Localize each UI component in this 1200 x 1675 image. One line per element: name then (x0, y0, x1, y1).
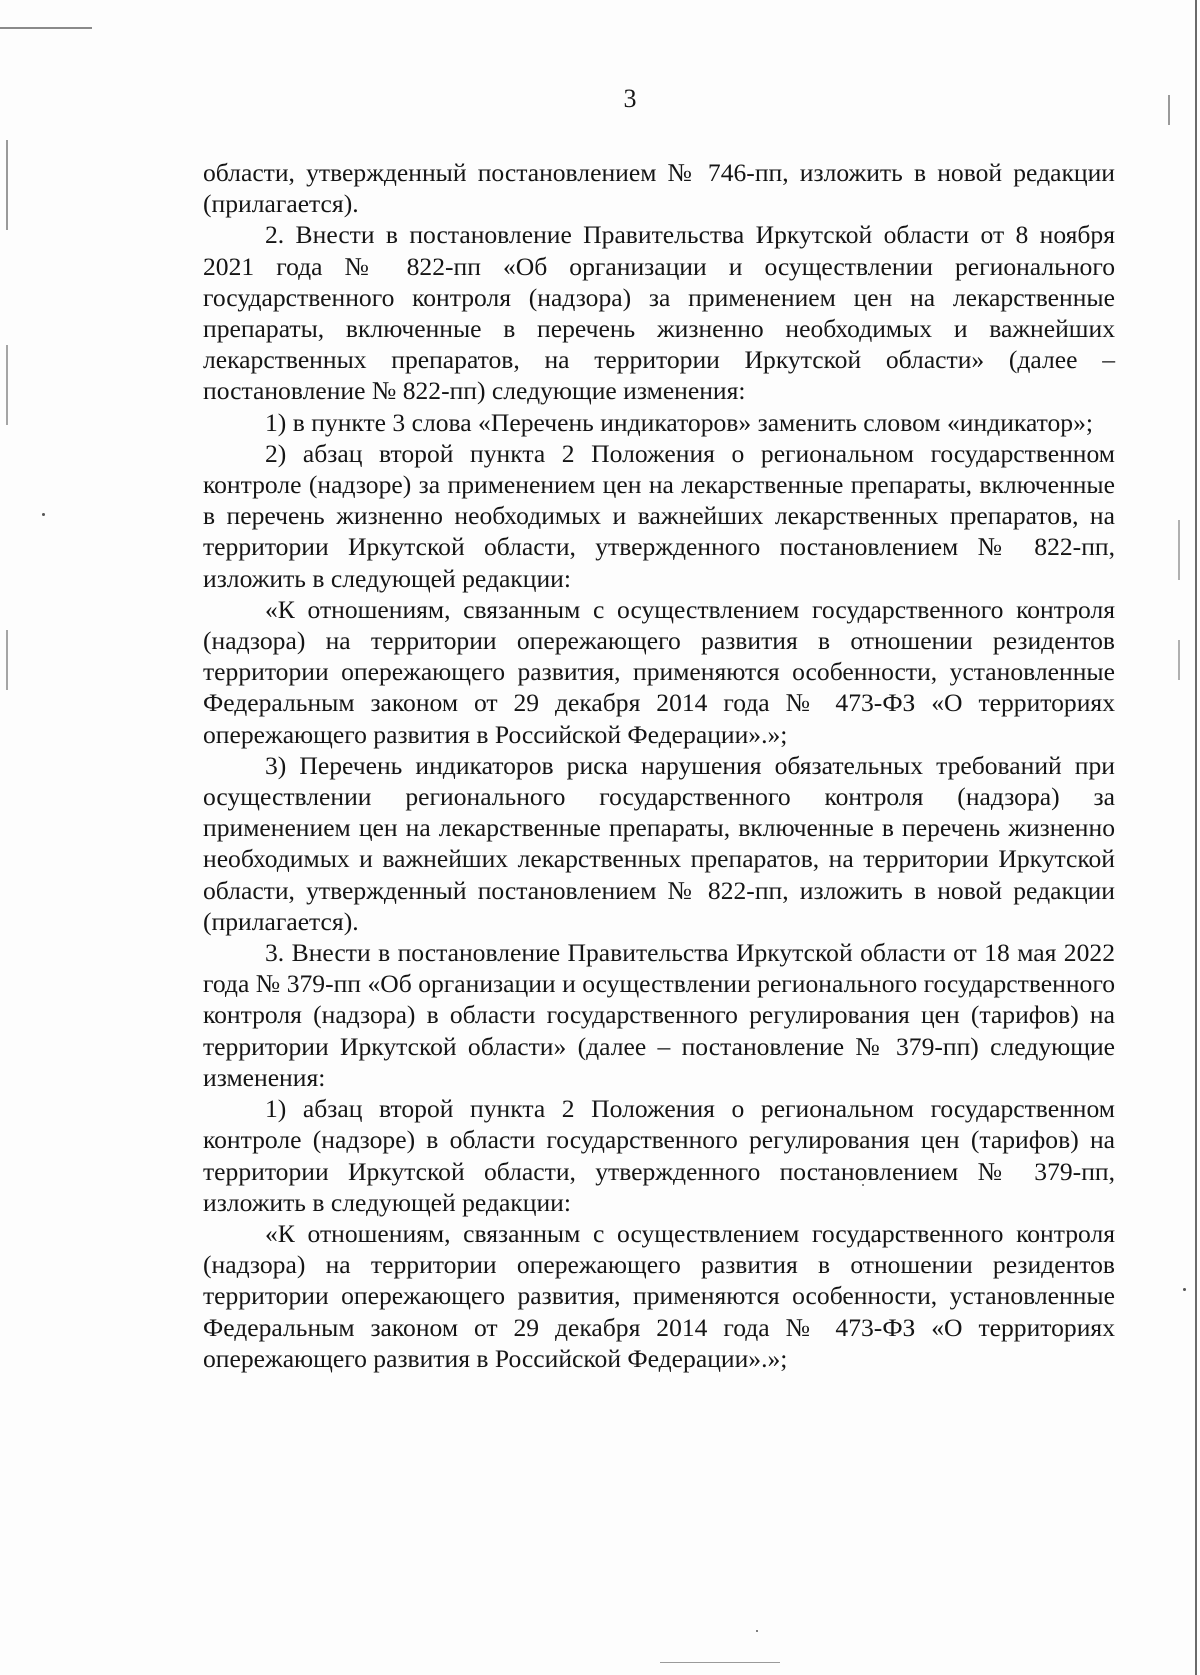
scan-artifact-bottom-line (660, 1662, 780, 1663)
paragraph-subitem-3-1: 1) абзац второй пункта 2 Положения о региональном государственном контроле (надзоре) в области государственного регулирования цен (тарифов) на территории Иркутской области, утвержденного постановлением № 379-пп, изложить в следующей редакции: (203, 1094, 1115, 1217)
paragraph-item-2: 2. Внести в постановление Правительства Иркутской области от 8 ноября 2021 года № 822-пп «Об организации и осуществлении регионального государственного контроля (надзора) за применением цен на лекарственные препараты, включенные в перечень жизненно необходимых и важнейших лекарственных препаратов, на территории Иркутской области» (далее – постановление № 822-пп) следующие изменения: (203, 220, 1115, 406)
scan-artifact-left-margin-mark (6, 345, 8, 425)
scan-artifact-left-margin-mark (6, 630, 8, 690)
scan-artifact-speck (1183, 1288, 1186, 1291)
scan-artifact-top-left-line (0, 27, 92, 29)
scan-artifact-right-edge-line (1195, 0, 1197, 1675)
paragraph-subitem-2-1: 1) в пункте 3 слова «Перечень индикаторов» заменить словом «индикатор»; (265, 407, 1094, 437)
scan-artifact-right-margin-mark (1178, 520, 1180, 580)
paragraph-continuation: области, утвержденный постановлением № 746-пп, изложить в новой редакции (прилагается). (203, 158, 1115, 219)
scan-artifact-speck (42, 513, 45, 516)
paragraph-item-3: 3. Внести в постановление Правительства Иркутской области от 18 мая 2022 года № 379-пп «Об организации и осуществлении регионального государственного контроля (надзора) в области государственного регулирования цен (тарифов) на территории Иркутской области» (далее – постановление № 379-пп) следующие изменения: (203, 938, 1115, 1092)
scan-artifact-left-margin-mark (6, 140, 8, 230)
scan-artifact-speck (756, 1630, 758, 1632)
document-body (203, 157, 1115, 1374)
paragraph-quote-2-2: «К отношениям, связанным с осуществлением государственного контроля (надзора) на территории опережающего развития в отношении резидентов территории опережающего развития, применяются особенности, установленные Федеральным законом от 29 декабря 2014 года № 473-ФЗ «О территориях опережающего развития в Российской Федерации».»; (203, 594, 1115, 749)
paragraph-subitem-2-2: 2) абзац второй пункта 2 Положения о региональном государственном контроле (надзоре) за применением цен на лекарственные препараты, включенные в перечень жизненно необходимых и важнейших лекарственных препаратов, на территории Иркутской области, утвержденного постановлением № 822-пп, изложить в следующей редакции: (203, 438, 1115, 593)
scan-artifact-right-margin-mark (1178, 640, 1180, 680)
page-number: 3 (623, 84, 637, 113)
paragraph-quote-3-1: «К отношениям, связанным с осуществлением государственного контроля (надзора) на территории опережающего развития в отношении резидентов территории опережающего развития, применяются особенности, установленные Федеральным законом от 29 декабря 2014 года № 473-ФЗ «О территориях опережающего развития в Российской Федерации».»; (203, 1218, 1115, 1373)
paragraph-subitem-2-3: 3) Перечень индикаторов риска нарушения обязательных требований при осуществлении регионального государственного контроля (надзора) за применением цен на лекарственные препараты, включенные в перечень жизненно необходимых и важнейших лекарственных препаратов, на территории Иркутской области, утвержденный постановлением № 822-пп, изложить в новой редакции (прилагается). (203, 750, 1115, 936)
